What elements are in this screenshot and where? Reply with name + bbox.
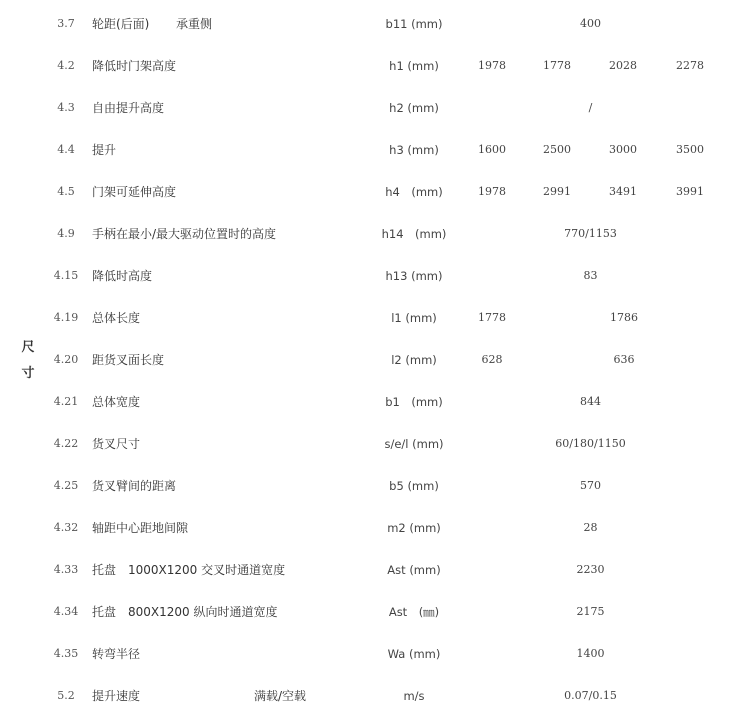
row-label: 自由提升高度 [92, 101, 165, 115]
row-unit: Ast (mm) [387, 563, 441, 577]
row-value: 1600 [478, 143, 506, 156]
row-value: 28 [583, 521, 598, 534]
row-number: 4.9 [57, 227, 75, 240]
row-label: 距货叉面长度 [92, 353, 165, 367]
row-label: 轴距中心距地间隙 [92, 521, 189, 535]
spec-row-ground-clearance [0, 517, 729, 539]
row-note: 承重侧 [176, 17, 213, 31]
row-value: 2230 [576, 563, 605, 576]
row-unit: h3 (mm) [389, 143, 439, 157]
row-note: 满载/空载 [254, 689, 307, 703]
row-number: 4.4 [57, 143, 75, 156]
section-label-char: 尺 [21, 340, 35, 355]
spec-row-fork-dimensions [0, 433, 729, 455]
row-value: 60/180/1150 [555, 437, 626, 450]
row-value: 1778 [478, 311, 506, 324]
row-label: 托盘 1000X1200 交叉时通道宽度 [92, 563, 286, 577]
row-number: 3.7 [57, 17, 75, 30]
row-unit: b5 (mm) [389, 479, 439, 493]
row-value: 3491 [609, 185, 637, 198]
row-number: 4.25 [53, 479, 79, 492]
spec-row-tiller-arm-height [0, 223, 729, 245]
row-value: 2028 [609, 59, 637, 72]
row-label: 手柄在最小/最大驱动位置时的高度 [92, 227, 277, 241]
row-value: 2175 [576, 605, 605, 618]
row-value: 3000 [609, 143, 637, 156]
spec-row-wheelbase-rear [0, 13, 729, 35]
row-value: 400 [580, 17, 601, 30]
row-value: / [588, 101, 593, 114]
row-unit: Ast (㎜) [388, 605, 440, 619]
row-number: 4.22 [53, 437, 79, 450]
row-number: 4.3 [57, 101, 75, 114]
row-unit: m2 (mm) [387, 521, 441, 535]
row-unit: s/e/l (mm) [384, 437, 444, 451]
row-label: 总体长度 [92, 311, 141, 325]
row-label: 总体宽度 [92, 395, 141, 409]
row-unit: b1 (mm) [385, 395, 443, 409]
row-value: 1978 [478, 59, 506, 72]
row-value: 0.07/0.15 [564, 689, 617, 702]
spec-row-aisle-width-lengthwise [0, 601, 729, 623]
row-number: 4.19 [53, 311, 79, 324]
row-unit: l1 (mm) [391, 311, 437, 325]
row-label: 转弯半径 [92, 647, 141, 661]
row-value: 570 [580, 479, 601, 492]
row-number: 4.20 [53, 353, 79, 366]
row-value: 1778 [543, 59, 571, 72]
row-unit: h4 (mm) [385, 185, 443, 199]
row-value: 1786 [610, 311, 638, 324]
row-unit: h2 (mm) [389, 101, 439, 115]
spec-row-overall-length [0, 307, 729, 329]
row-number: 4.34 [53, 605, 79, 618]
spec-row-overall-width [0, 391, 729, 413]
row-unit: h1 (mm) [389, 59, 439, 73]
section-label-char: 寸 [21, 366, 35, 381]
row-unit: l2 (mm) [391, 353, 437, 367]
row-label: 门架可延伸高度 [92, 185, 177, 199]
row-label: 货叉臂间的距离 [92, 479, 177, 493]
spec-row-fork-spread [0, 475, 729, 497]
row-unit: Wa (mm) [387, 647, 441, 661]
row-value: 3500 [676, 143, 704, 156]
spec-row-free-lift-height [0, 97, 729, 119]
row-number: 4.33 [53, 563, 79, 576]
row-unit: h13 (mm) [385, 269, 443, 283]
row-label: 提升 [92, 143, 117, 157]
spec-row-lift-speed [0, 685, 729, 707]
spec-row-lowered-mast-height [0, 55, 729, 77]
row-value: 1400 [576, 647, 605, 660]
row-value: 3991 [676, 185, 704, 198]
row-number: 4.5 [57, 185, 75, 198]
spec-row-extended-mast-height [0, 181, 729, 203]
row-value: 770/1153 [564, 227, 617, 240]
row-value: 2500 [543, 143, 571, 156]
spec-row-lift [0, 139, 729, 161]
spec-row-turning-radius [0, 643, 729, 665]
row-label: 提升速度 [92, 689, 141, 703]
spec-row-lowered-height [0, 265, 729, 287]
row-value: 628 [481, 353, 503, 366]
spec-row-aisle-width-cross [0, 559, 729, 581]
row-value: 2991 [543, 185, 571, 198]
row-unit: h14 (mm) [381, 227, 447, 241]
row-number: 4.15 [53, 269, 79, 282]
row-value: 2278 [676, 59, 704, 72]
row-label: 降低时门架高度 [92, 59, 177, 73]
spec-row-length-to-fork-face [0, 349, 729, 371]
row-number: 4.35 [53, 647, 79, 660]
row-unit: m/s [403, 689, 425, 703]
row-label: 降低时高度 [92, 269, 153, 283]
row-number: 4.2 [57, 59, 75, 72]
row-number: 4.32 [53, 521, 79, 534]
row-label: 托盘 800X1200 纵向时通道宽度 [92, 605, 278, 619]
row-unit: b11 (mm) [385, 17, 443, 31]
row-value: 83 [583, 269, 598, 282]
row-value: 844 [580, 395, 601, 408]
row-number: 5.2 [57, 689, 75, 702]
row-label: 轮距(后面) [92, 17, 150, 31]
row-value: 1978 [478, 185, 506, 198]
row-value: 636 [613, 353, 635, 366]
row-label: 货叉尺寸 [92, 437, 141, 451]
row-number: 4.21 [53, 395, 79, 408]
